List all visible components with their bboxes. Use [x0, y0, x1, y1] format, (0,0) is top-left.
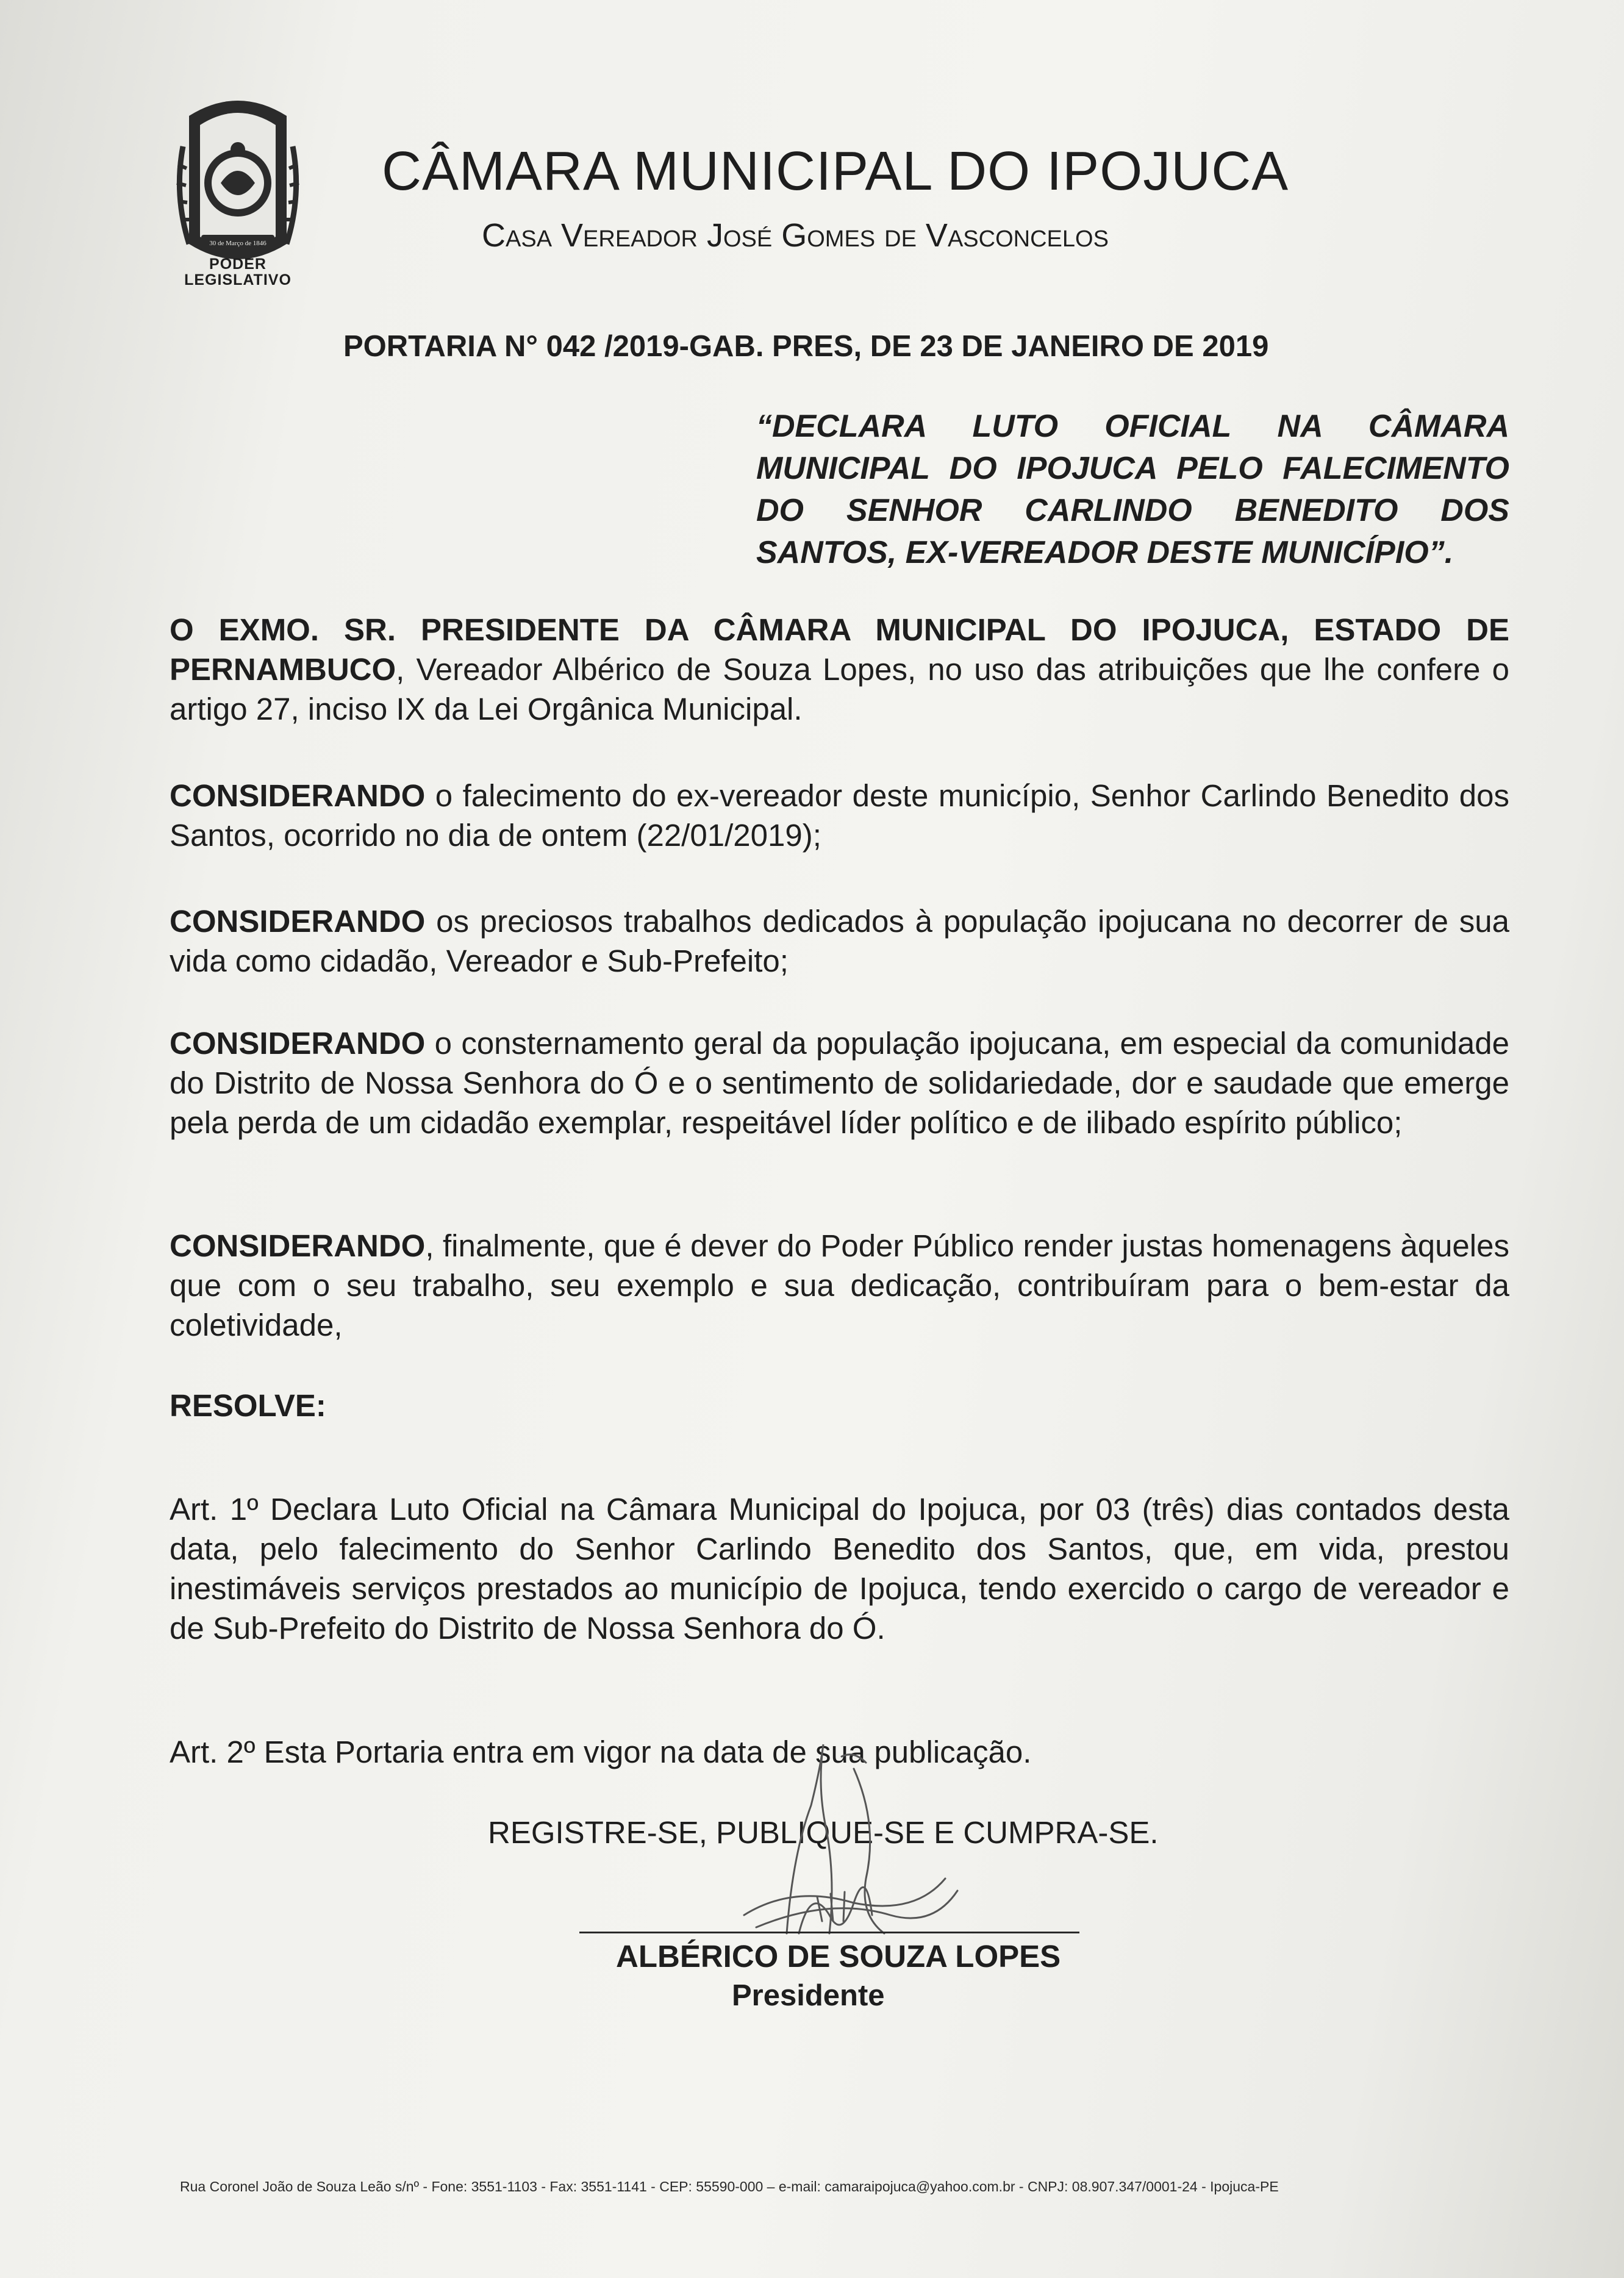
- article-2: Art. 2º Esta Portaria entra em vigor na data de sua publicação.: [170, 1735, 1032, 1769]
- ementa-line: SANTOS, EX-VEREADOR DESTE MUNICÍPIO”.: [756, 535, 1454, 570]
- page-subtitle: Casa Vereador José Gomes de Vasconcelos: [482, 217, 1109, 254]
- considerando-text: os preciosos trabalhos dedicados à população ipojucana no decorrer de sua vida como cidadão, Vereador e Sub-Prefeito;: [170, 904, 1509, 978]
- signatory-role: Presidente: [732, 1979, 885, 2012]
- ementa-line: MUNICIPAL DO IPOJUCA PELO FALECIMENTO: [756, 451, 1509, 486]
- preamble-bold: O EXMO. SR. PRESIDENTE DA CÂMARA MUNICIPAL DO IPOJUCA, ESTADO DE PERNAMBUCO: [170, 612, 1509, 687]
- article-1: Art. 1º Declara Luto Oficial na Câmara Municipal do Ipojuca, por 03 (três) dias contados desta data, pelo falecimento do Senhor Carlindo Benedito dos Santos, que, em vida, prestou inestimáveis serviços prestados ao município de Ipojuca, tendo exercido o cargo de vereador e de Sub-Prefeito do Distrito de Nossa Senhora do Ó.: [170, 1492, 1509, 1646]
- ementa-line: “DECLARA LUTO OFICIAL NA CÂMARA: [756, 409, 1509, 444]
- preamble-text: , Vereador Albérico de Souza Lopes, no uso das atribuições que lhe confere o artigo 27, inciso IX da Lei Orgânica Municipal.: [170, 652, 1509, 726]
- considerando-paragraph: [170, 901, 1509, 981]
- considerando-text: o falecimento do ex-vereador deste município, Senhor Carlindo Benedito dos Santos, ocorrido no dia de ontem (22/01/2019);: [170, 778, 1509, 853]
- considerando-label: CONSIDERANDO: [170, 1228, 426, 1263]
- resolve-heading: RESOLVE:: [170, 1388, 326, 1423]
- logo-line-1: PODER: [209, 256, 266, 273]
- considerando-paragraph: [170, 1023, 1509, 1142]
- considerando-label: CONSIDERANDO: [170, 778, 426, 813]
- considerando-paragraph: [170, 1226, 1509, 1345]
- ementa-line: DO SENHOR CARLINDO BENEDITO DOS: [756, 493, 1509, 528]
- seal-text: 30 de Março de 1846: [209, 240, 266, 247]
- logo-line-2: LEGISLATIVO: [184, 271, 292, 288]
- handwritten-signature-icon: [671, 1732, 988, 1964]
- footer-address: Rua Coronel João de Souza Leão s/nº - Fone: 3551-1103 - Fax: 3551-1141 - CEP: 55590-000 – e-mail: camaraipojuca@yahoo.com.br - CNPJ: 08.907.347/0001-24 - Ipojuca-PE: [180, 2179, 1279, 2194]
- portaria-heading: PORTARIA N° 042 /2019-GAB. PRES, DE 23 DE JANEIRO DE 2019: [343, 330, 1269, 363]
- considerando-label: CONSIDERANDO: [170, 904, 426, 939]
- preamble-paragraph: [170, 610, 1509, 729]
- ementa: [756, 406, 1509, 574]
- considerando-text: , finalmente, que é dever do Poder Público render justas homenagens àqueles que com o seu trabalho, seu exemplo e sua dedicação, contribuíram para o bem-estar da coletividade,: [170, 1228, 1509, 1342]
- logo-caption: [156, 256, 320, 288]
- page-title: CÂMARA MUNICIPAL DO IPOJUCA: [382, 141, 1289, 202]
- considerando-paragraph: [170, 776, 1509, 855]
- closing-formula: REGISTRE-SE, PUBLIQUE-SE E CUMPRA-SE.: [488, 1815, 1159, 1850]
- considerando-label: CONSIDERANDO: [170, 1026, 426, 1061]
- signatory-name: ALBÉRICO DE SOUZA LOPES: [616, 1939, 1061, 1974]
- considerando-text: o consternamento geral da população ipojucana, em especial da comunidade do Distrito de Nossa Senhora do Ó e o sentimento de solidariedade, dor e saudade que emerge pela perda de um cidadão exemplar, respeitável líder político e de ilibado espírito público;: [170, 1026, 1509, 1140]
- signature-line: [579, 1932, 1079, 1933]
